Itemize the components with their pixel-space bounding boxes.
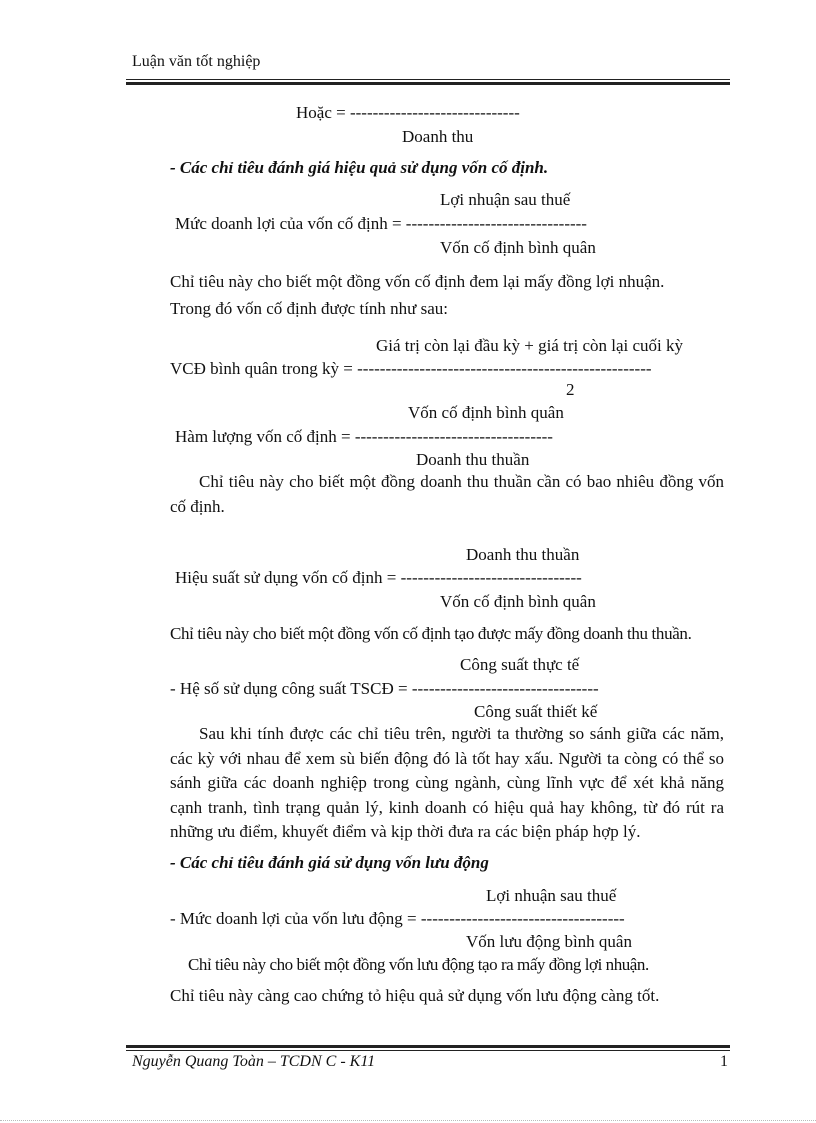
formula-numerator: Lợi nhuận sau thuế	[440, 190, 571, 209]
formula-numerator: Vốn cố định bình quân	[408, 403, 564, 422]
formula-line: - Mức doanh lợi của vốn lưu động = ------------------------------------	[170, 909, 625, 928]
formula-denominator: Doanh thu thuần	[416, 450, 530, 469]
paragraph: Chỉ tiêu này cho biết một đồng doanh thu thuần cần có bao nhiêu đồng vốn cố định.	[170, 472, 724, 516]
footer-rule-bottom	[126, 1050, 730, 1051]
formula-denominator: Vốn cố định bình quân	[440, 592, 596, 611]
section-heading-working-capital: - Các chỉ tiêu đánh giá sử dụng vốn lưu động	[170, 853, 489, 872]
formula-line: Hiệu suất sử dụng vốn cố định = --------------------------------	[175, 568, 582, 587]
paragraph: Trong đó vốn cố định được tính như sau:	[170, 299, 449, 318]
paragraph: Chỉ tiêu này cho biết một đồng vốn cố định tạo được mấy đồng doanh thu thuần.	[170, 624, 692, 643]
page-edge-divider	[0, 1120, 816, 1121]
paragraph: Chỉ tiêu này cho biết một đồng vốn cố định đem lại mấy đồng lợi nhuận.	[170, 272, 665, 291]
formula-denominator: Vốn lưu động bình quân	[466, 932, 632, 951]
formula-line: - Hệ số sử dụng công suất TSCĐ = ---------------------------------	[170, 679, 599, 698]
formula-denominator: Doanh thu	[402, 127, 474, 146]
section-heading-fixed-capital: - Các chỉ tiêu đánh giá hiệu quả sử dụng vốn cố định.	[170, 158, 549, 177]
paragraph: Chỉ tiêu này cho biết một đồng vốn lưu động tạo ra mấy đồng lợi nhuận.	[188, 955, 649, 974]
paragraph: Chỉ tiêu này càng cao chứng tỏ hiệu quả sử dụng vốn lưu động càng tốt.	[170, 986, 660, 1005]
formula-numerator: Lợi nhuận sau thuế	[486, 886, 617, 905]
header-rule-top	[126, 79, 730, 80]
footer-author: Nguyễn Quang Toàn – TCDN C - K11	[132, 1053, 376, 1070]
formula-numerator: Doanh thu thuần	[466, 545, 580, 564]
formula-denominator: Vốn cố định bình quân	[440, 238, 596, 257]
header-rule-bottom	[126, 82, 730, 85]
formula-numerator: Giá trị còn lại đầu kỳ + giá trị còn lại cuối kỳ	[376, 336, 684, 355]
formula-line: Hoặc = ------------------------------	[296, 103, 520, 122]
paragraph: Sau khi tính được các chỉ tiêu trên, người ta thường so sánh giữa các năm, các kỳ với nhau để xem sù biến động đó là tốt hay xấu. Người ta còng có thể so sánh giữa các doanh nghiệp trong cùng ngành, cùng lĩnh vực để xét khả năng cạnh tranh, tình trạng quản lý, kinh doanh có hiệu quả hay không, từ đó rút ra những ưu điểm, khuyết điểm và kịp thời đưa ra các biện pháp hợp lý.	[170, 724, 724, 841]
formula-denominator: Công suất thiết kế	[474, 702, 598, 721]
formula-line: Hàm lượng vốn cố định = -----------------------------------	[175, 427, 553, 446]
formula-denominator: 2	[566, 380, 575, 399]
header-title: Luận văn tốt nghiệp	[132, 53, 261, 70]
formula-numerator: Công suất thực tế	[460, 655, 580, 674]
formula-line: Mức doanh lợi của vốn cố định = --------------------------------	[175, 214, 587, 233]
page-number: 1	[720, 1053, 728, 1070]
formula-line: VCĐ bình quân trong kỳ = ----------------------------------------------------	[170, 359, 652, 378]
footer-rule-top	[126, 1045, 730, 1048]
